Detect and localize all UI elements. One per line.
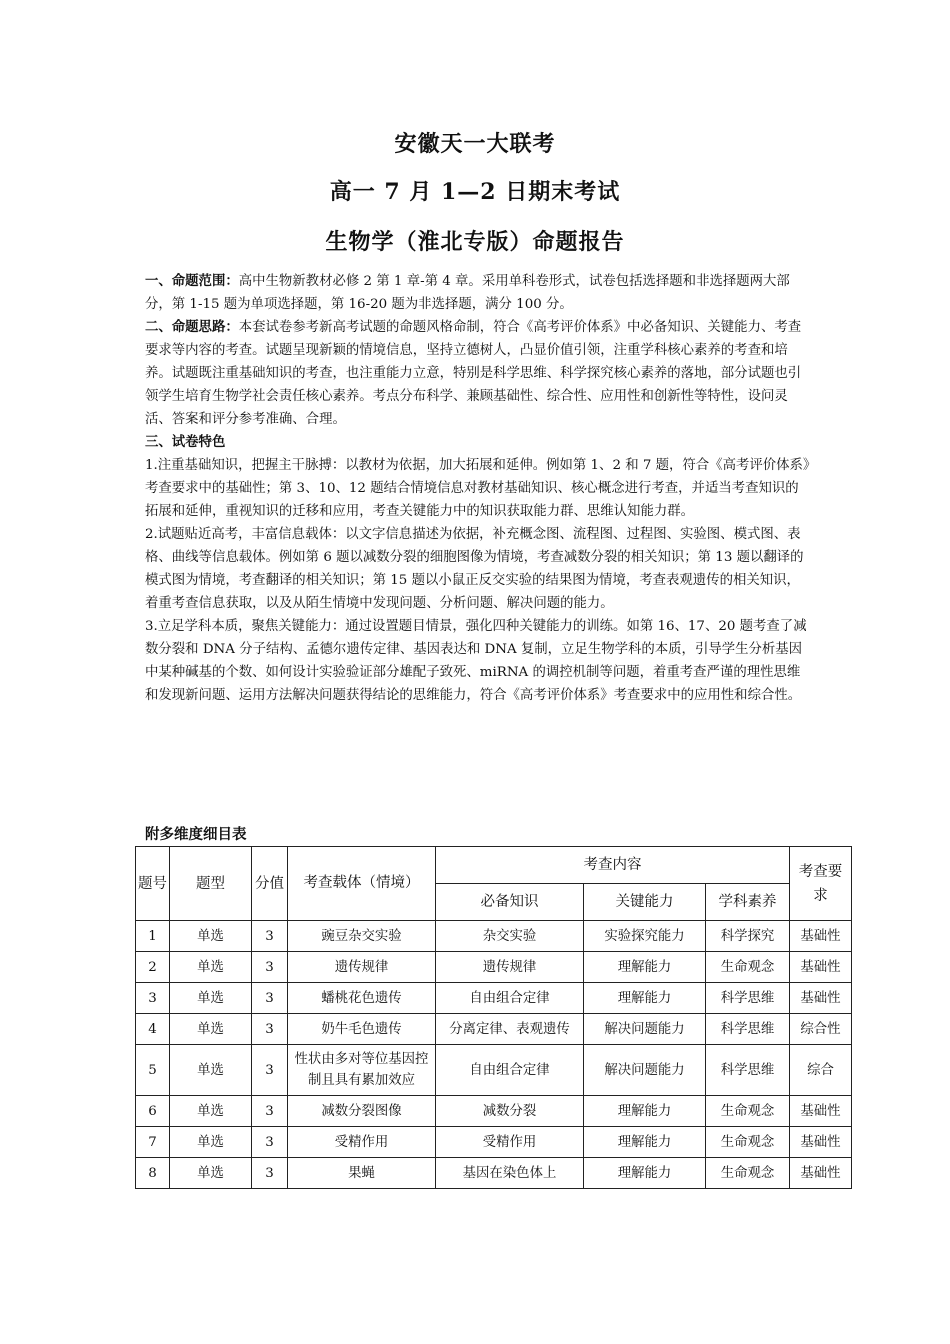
cell-literacy: 生命观念	[706, 1127, 790, 1158]
cell-ability: 理解能力	[584, 952, 706, 983]
table-row	[136, 1096, 852, 1127]
cell-score: 3	[252, 1096, 288, 1127]
feature-1: 1.注重基础知识，把握主干脉搏：以教材为依据，加大拓展和延伸。例如第 1、2 和 7 题，符合《高考评价体系》考查要求中的基础性；第 3、10、12 题结合情境信息对教材基础知识、核心概念进行考查，并适当考查知识的拓展和延伸，重视知识的迁移和应用，考查关键能力中的知识获取能力群、思维认知能力群。	[145, 458, 810, 519]
cell-score: 3	[252, 983, 288, 1014]
cell-type: 单选	[170, 952, 252, 983]
cell-carrier: 性状由多对等位基因控制且具有累加效应	[288, 1045, 436, 1096]
cell-no: 2	[136, 952, 170, 983]
title-line-1: 安徽天一大联考	[394, 131, 556, 157]
cell-requirement: 基础性	[790, 1158, 852, 1189]
cell-no: 8	[136, 1158, 170, 1189]
cell-ability: 解决问题能力	[584, 1014, 706, 1045]
cell-knowledge: 减数分裂	[436, 1096, 584, 1127]
cell-ability: 实验探究能力	[584, 921, 706, 952]
cell-literacy: 科学思维	[706, 1045, 790, 1096]
cell-no: 1	[136, 921, 170, 952]
cell-literacy: 生命观念	[706, 952, 790, 983]
cell-requirement: 综合	[790, 1045, 852, 1096]
cell-score: 3	[252, 1158, 288, 1189]
cell-type: 单选	[170, 1096, 252, 1127]
header-ability: 关键能力	[584, 884, 706, 921]
cell-knowledge: 受精作用	[436, 1127, 584, 1158]
cell-carrier: 豌豆杂交实验	[288, 921, 436, 952]
cell-score: 3	[252, 952, 288, 983]
cell-carrier: 果蝇	[288, 1158, 436, 1189]
header-type: 题型	[170, 847, 252, 921]
idea-label: 二、命题思路：	[145, 319, 239, 335]
cell-score: 3	[252, 921, 288, 952]
cell-ability: 理解能力	[584, 983, 706, 1014]
cell-type: 单选	[170, 983, 252, 1014]
cell-type: 单选	[170, 1158, 252, 1189]
cell-knowledge: 分离定律、表观遗传	[436, 1014, 584, 1045]
cell-score: 3	[252, 1014, 288, 1045]
cell-no: 6	[136, 1096, 170, 1127]
cell-knowledge: 杂交实验	[436, 921, 584, 952]
scope-text: 高中生物新教材必修 2 第 1 章-第 4 章。采用单科卷形式，试卷包括选择题和非选择题两大部分，第 1-15 题为单项选择题，第 16-20 题为非选择题，满分 100 分。	[145, 274, 790, 312]
cell-no: 7	[136, 1127, 170, 1158]
table-row	[136, 1158, 852, 1189]
report-body	[145, 270, 810, 707]
feature-label: 三、试卷特色	[145, 434, 226, 450]
table-row	[136, 921, 852, 952]
feature-3: 3.立足学科本质，聚焦关键能力：通过设置题目情景，强化四种关键能力的训练。如第 16、17、20 题考查了减数分裂和 DNA 分子结构、孟德尔遗传定律、基因表达和 DNA 复制，立足生物学科的本质，引导学生分析基因中某种碱基的个数、如何设计实验验证部分雄配子致死、miRNA 的调控机制等问题，着重考查严谨的理性思维和发现新问题、运用方法解决问题获得结论的思维能力，符合《高考评价体系》考查要求中的应用性和综合性。	[145, 619, 807, 703]
cell-requirement: 基础性	[790, 921, 852, 952]
cell-type: 单选	[170, 1045, 252, 1096]
cell-carrier: 减数分裂图像	[288, 1096, 436, 1127]
scope-paragraph	[145, 270, 810, 316]
cell-type: 单选	[170, 921, 252, 952]
cell-ability: 理解能力	[584, 1158, 706, 1189]
table-body	[136, 921, 852, 1189]
feature-heading	[145, 431, 810, 454]
table-row	[136, 952, 852, 983]
table-caption: 附多维度细目表	[145, 826, 247, 843]
cell-requirement: 基础性	[790, 1096, 852, 1127]
cell-ability: 理解能力	[584, 1096, 706, 1127]
cell-type: 单选	[170, 1014, 252, 1045]
cell-type: 单选	[170, 1127, 252, 1158]
header-content: 考查内容	[436, 847, 790, 884]
header-knowledge: 必备知识	[436, 884, 584, 921]
cell-score: 3	[252, 1127, 288, 1158]
cell-requirement: 基础性	[790, 983, 852, 1014]
scope-label: 一、命题范围：	[145, 273, 239, 289]
header-no: 题号	[136, 847, 170, 921]
cell-knowledge: 基因在染色体上	[436, 1158, 584, 1189]
cell-knowledge: 自由组合定律	[436, 1045, 584, 1096]
cell-no: 3	[136, 983, 170, 1014]
idea-text: 本套试卷参考新高考试题的命题风格命制，符合《高考评价体系》中必备知识、关键能力、考查要求等内容的考查。试题呈现新颖的情境信息，坚持立德树人，凸显价值引领，注重学科核心素养的考查和培养。试题既注重基础知识的考查，也注重能力立意，特别是科学思维、科学探究核心素养的落地，部分试题也引领学生培育生物学社会责任核心素养。考点分布科学、兼顾基础性、综合性、应用性和创新性等特性，设问灵活、答案和评分参考准确、合理。	[145, 320, 802, 427]
cell-knowledge: 遗传规律	[436, 952, 584, 983]
cell-literacy: 科学思维	[706, 983, 790, 1014]
cell-ability: 理解能力	[584, 1127, 706, 1158]
cell-literacy: 科学探究	[706, 921, 790, 952]
cell-carrier: 蟠桃花色遗传	[288, 983, 436, 1014]
cell-carrier: 遗传规律	[288, 952, 436, 983]
feature-2: 2.试题贴近高考，丰富信息载体：以文字信息描述为依据，补充概念图、流程图、过程图、实验图、模式图、表格、曲线等信息载体。例如第 6 题以减数分裂的细胞图像为情境，考查减数分裂的相关知识；第 13 题以翻译的模式图为情境，考查翻译的相关知识；第 15 题以小鼠正反交实验的结果图为情境，考查表观遗传的相关知识，着重考查信息获取，以及从陌生情境中发现问题、分析问题、解决问题的能力。	[145, 527, 804, 611]
cell-literacy: 生命观念	[706, 1096, 790, 1127]
idea-paragraph	[145, 316, 810, 431]
header-carrier: 考查载体（情境）	[288, 847, 436, 921]
detail-table	[135, 846, 852, 1189]
title-line-3: 生物学（淮北专版）命题报告	[325, 229, 625, 255]
cell-ability: 解决问题能力	[584, 1045, 706, 1096]
cell-literacy: 科学思维	[706, 1014, 790, 1045]
cell-score: 3	[252, 1045, 288, 1096]
cell-no: 5	[136, 1045, 170, 1096]
header-requirement: 考查要求	[790, 847, 852, 921]
table-row	[136, 1127, 852, 1158]
cell-literacy: 生命观念	[706, 1158, 790, 1189]
cell-requirement: 综合性	[790, 1014, 852, 1045]
cell-no: 4	[136, 1014, 170, 1045]
header-score: 分值	[252, 847, 288, 921]
table-row	[136, 983, 852, 1014]
title-line-2: 高一 7 月 1—2 日期末考试	[329, 179, 621, 205]
cell-requirement: 基础性	[790, 1127, 852, 1158]
cell-carrier: 受精作用	[288, 1127, 436, 1158]
cell-requirement: 基础性	[790, 952, 852, 983]
table-row	[136, 1045, 852, 1096]
table-row	[136, 1014, 852, 1045]
header-literacy: 学科素养	[706, 884, 790, 921]
cell-carrier: 奶牛毛色遗传	[288, 1014, 436, 1045]
cell-knowledge: 自由组合定律	[436, 983, 584, 1014]
